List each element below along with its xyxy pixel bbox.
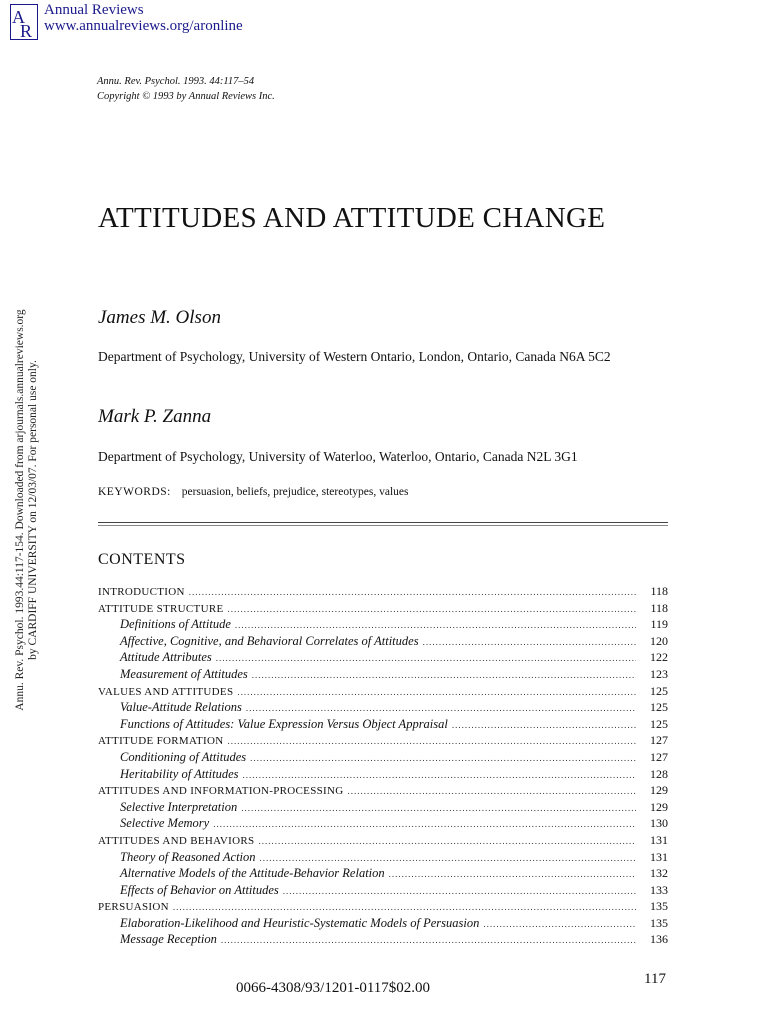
toc-leader-dots	[243, 770, 636, 780]
toc-subsection-entry[interactable]	[98, 883, 668, 900]
toc-entry-label: ATTITUDE STRUCTURE	[98, 602, 224, 615]
toc-subsection-entry[interactable]	[98, 650, 668, 667]
toc-entry-page: 135	[650, 915, 668, 930]
svg-text:R: R	[20, 21, 33, 39]
download-notice-line-1: Annu. Rev. Psychol. 1993.44:117-154. Downloaded from arjournals.annualreviews.org	[14, 309, 26, 711]
toc-leader-dots	[227, 604, 636, 614]
toc-subsection-entry[interactable]	[98, 617, 668, 634]
toc-subsection-entry[interactable]	[98, 932, 668, 949]
toc-entry-label: ATTITUDE FORMATION	[98, 735, 224, 748]
keywords-label: KEYWORDS:	[98, 486, 171, 498]
toc-entry-page: 129	[650, 783, 668, 798]
toc-section-entry[interactable]	[98, 783, 668, 800]
toc-entry-page: 123	[650, 666, 668, 681]
author-affiliation: Department of Psychology, University of Western Ontario, London, Ontario, Canada N6A 5C2	[98, 349, 611, 364]
toc-entry-page: 131	[650, 832, 668, 847]
toc-leader-dots	[241, 803, 636, 813]
toc-subsection-entry[interactable]	[98, 750, 668, 767]
toc-leader-dots	[173, 902, 636, 912]
toc-leader-dots	[246, 703, 636, 713]
toc-section-entry[interactable]	[98, 833, 668, 850]
toc-entry-page: 118	[650, 584, 668, 598]
header-url-link[interactable]: www.annualreviews.org/aronline	[44, 18, 243, 34]
toc-subsection-entry[interactable]	[98, 767, 668, 784]
toc-leader-dots	[235, 620, 636, 630]
toc-entry-page: 131	[650, 849, 668, 864]
toc-entry-label: Measurement of Attitudes	[120, 666, 248, 681]
toc-leader-dots	[216, 653, 636, 663]
toc-entry-page: 128	[650, 766, 668, 781]
toc-entry-label: ATTITUDES AND INFORMATION-PROCESSING	[98, 785, 344, 798]
toc-entry-label: INTRODUCTION	[98, 586, 185, 598]
toc-subsection-entry[interactable]	[98, 916, 668, 933]
toc-entry-page: 130	[650, 816, 668, 831]
toc-leader-dots	[389, 869, 636, 879]
toc-entry-label: Effects of Behavior on Attitudes	[120, 882, 279, 897]
toc-entry-label: Heritability of Attitudes	[120, 766, 239, 781]
divider	[98, 525, 668, 526]
svg-text:A: A	[12, 7, 25, 27]
toc-leader-dots	[258, 836, 636, 846]
toc-leader-dots	[252, 670, 636, 680]
download-notice	[14, 305, 40, 715]
toc-entry-label: Functions of Attitudes: Value Expression Versus Object Appraisal	[120, 716, 448, 731]
contents-heading: CONTENTS	[98, 551, 186, 568]
divider	[98, 522, 668, 523]
toc-entry-page: 129	[650, 799, 668, 814]
author-affiliation: Department of Psychology, University of Waterloo, Waterloo, Ontario, Canada N2L 3G1	[98, 449, 578, 464]
article-title: ATTITUDES AND ATTITUDE CHANGE	[98, 202, 606, 234]
toc-subsection-entry[interactable]	[98, 700, 668, 717]
toc-entry-label: Elaboration-Likelihood and Heuristic-Systematic Models of Persuasion	[120, 915, 480, 930]
toc-subsection-entry[interactable]	[98, 717, 668, 734]
toc-entry-page: 120	[650, 633, 668, 648]
toc-subsection-entry[interactable]	[98, 850, 668, 867]
toc-entry-page: 127	[650, 733, 668, 748]
toc-subsection-entry[interactable]	[98, 800, 668, 817]
header-title[interactable]: Annual Reviews	[44, 2, 144, 18]
journal-citation: Annu. Rev. Psychol. 1993. 44:117–54	[97, 76, 255, 87]
toc-entry-label: Selective Interpretation	[120, 799, 238, 814]
copyright-notice: Copyright © 1993 by Annual Reviews Inc.	[97, 91, 275, 102]
toc-section-entry[interactable]	[98, 584, 668, 601]
toc-entry-label: Alternative Models of the Attitude-Behavior Relation	[120, 866, 385, 881]
toc-leader-dots	[250, 753, 636, 763]
toc-section-entry[interactable]	[98, 684, 668, 701]
annual-reviews-logo[interactable]	[10, 4, 38, 40]
toc-entry-page: 127	[650, 749, 668, 764]
toc-section-entry[interactable]	[98, 899, 668, 916]
toc-entry-page: 132	[650, 866, 668, 881]
toc-entry-page: 122	[650, 650, 668, 665]
toc-leader-dots	[221, 935, 636, 945]
toc-entry-page: 135	[650, 899, 668, 914]
toc-entry-label: ATTITUDES AND BEHAVIORS	[98, 834, 255, 847]
toc-entry-page: 125	[650, 700, 668, 715]
toc-entry-page: 119	[650, 617, 668, 632]
toc-subsection-entry[interactable]	[98, 816, 668, 833]
toc-entry-label: Conditioning of Attitudes	[120, 749, 247, 764]
toc-leader-dots	[283, 886, 636, 896]
toc-entry-label: Selective Memory	[120, 816, 210, 831]
keywords-row	[98, 486, 408, 498]
toc-entry-label: Attitude Attributes	[120, 650, 212, 665]
toc-leader-dots	[260, 853, 636, 863]
toc-leader-dots	[227, 736, 636, 746]
toc-entry-label: Affective, Cognitive, and Behavioral Correlates of Attitudes	[120, 633, 419, 648]
toc-leader-dots	[483, 919, 636, 929]
toc-entry-page: 118	[650, 600, 668, 615]
toc-entry-page: 125	[650, 683, 668, 698]
toc-entry-page: 133	[650, 882, 668, 897]
toc-entry-label: Definitions of Attitude	[120, 617, 231, 632]
download-notice-line-2: by CARDIFF UNIVERSITY on 12/03/07. For personal use only.	[27, 360, 39, 660]
toc-section-entry[interactable]	[98, 733, 668, 750]
toc-entry-label: Value-Attitude Relations	[120, 700, 242, 715]
toc-entry-page: 136	[650, 932, 668, 947]
author-name: Mark P. Zanna	[98, 406, 212, 427]
toc-entry-label: VALUES AND ATTITUDES	[98, 685, 234, 698]
toc-entry-page: 125	[650, 716, 668, 731]
toc-entry-label: PERSUASION	[98, 901, 169, 914]
toc-entry-label: Theory of Reasoned Action	[120, 849, 256, 864]
keywords-values: persuasion, beliefs, prejudice, stereotypes, values	[181, 486, 409, 498]
toc-leader-dots	[189, 587, 636, 597]
page-number: 117	[644, 971, 666, 987]
toc-leader-dots	[213, 819, 636, 829]
toc-leader-dots	[423, 637, 636, 647]
toc-leader-dots	[452, 720, 636, 730]
toc-leader-dots	[347, 786, 636, 796]
author-name: James M. Olson	[98, 307, 221, 328]
toc-subsection-entry[interactable]	[98, 634, 668, 651]
toc-subsection-entry[interactable]	[98, 667, 668, 684]
toc-entry-label: Message Reception	[120, 932, 217, 947]
toc-subsection-entry[interactable]	[98, 866, 668, 883]
toc-leader-dots	[237, 687, 636, 697]
toc-section-entry[interactable]	[98, 601, 668, 618]
table-of-contents	[98, 584, 668, 949]
issn-line: 0066-4308/93/1201-0117$02.00	[236, 980, 431, 996]
